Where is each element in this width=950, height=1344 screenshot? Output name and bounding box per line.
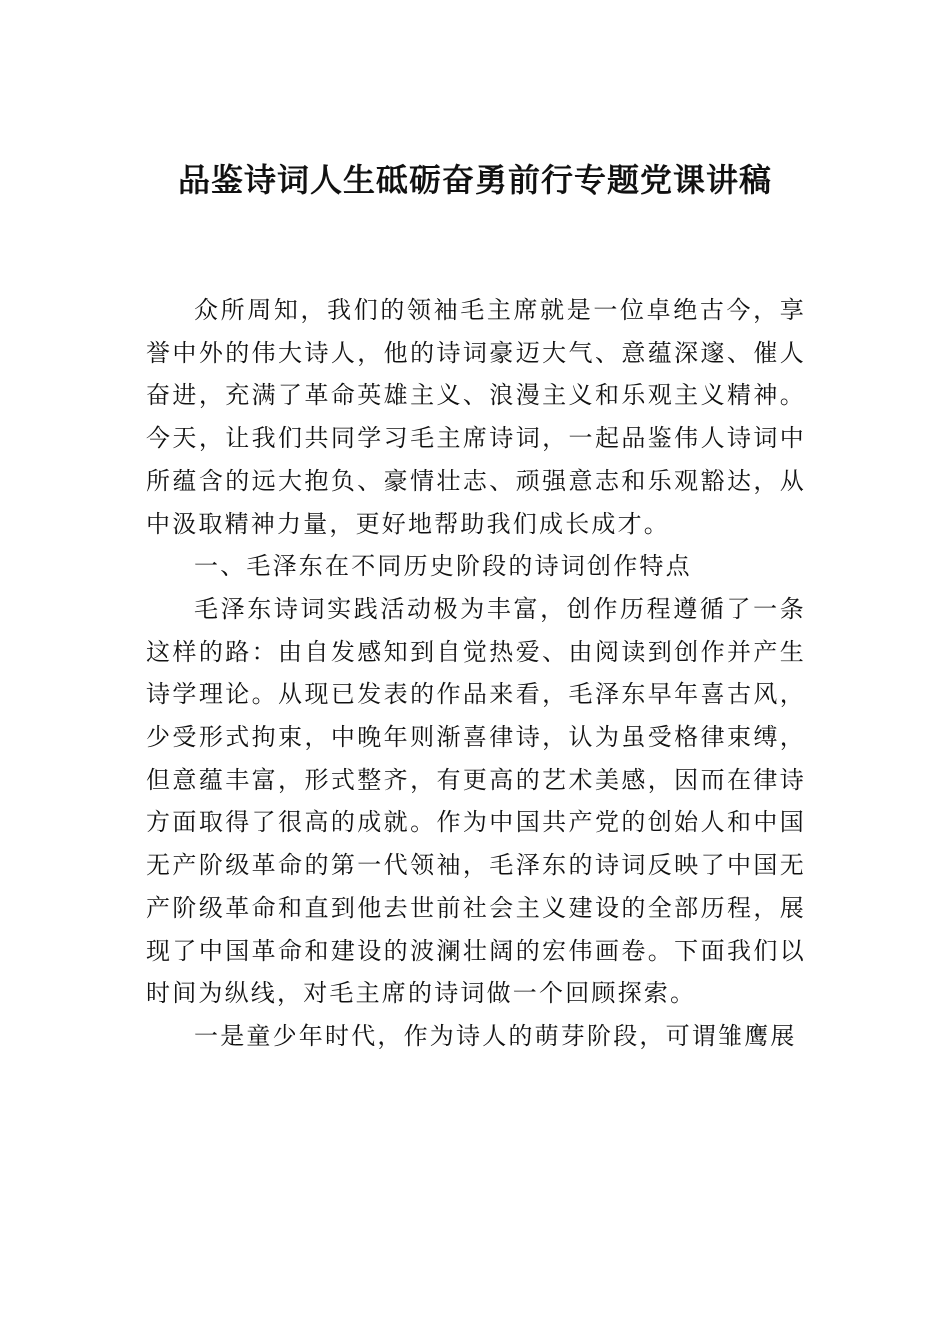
paragraph-intro: 众所周知，我们的领袖毛主席就是一位卓绝古今，享誉中外的伟大诗人，他的诗词豪迈大气、意蕴深邃、催人奋进，充满了革命英雄主义、浪漫主义和乐观主义精神。今天，让我们共同学习毛主席诗词，一起品鉴伟人诗词中所蕴含的远大抱负、豪情壮志、顽强意志和乐观豁达，从中汲取精神力量，更好地帮助我们成长成才。	[146, 296, 806, 538]
document-title: 品鉴诗词人生砥砺奋勇前行专题党课讲稿	[177, 161, 772, 199]
section-heading: 一、毛泽东在不同历史阶段的诗词创作特点	[194, 552, 692, 581]
document-body	[146, 289, 806, 1058]
paragraph-creation-history: 毛泽东诗词实践活动极为丰富，创作历程遵循了一条这样的路：由自发感知到自觉热爱、由阅读到创作并产生诗学理论。从现已发表的作品来看，毛泽东早年喜古风，少受形式拘束，中晚年则渐喜律诗，认为虽受格律束缚，但意蕴丰富，形式整齐，有更高的艺术美感，因而在律诗方面取得了很高的成就。作为中国共产党的创始人和中国无产阶级革命的第一代领袖，毛泽东的诗词反映了中国无产阶级革命和直到他去世前社会主义建设的全部历程，展现了中国革命和建设的波澜壮阔的宏伟画卷。下面我们以时间为纵线，对毛主席的诗词做一个回顾探索。	[146, 594, 806, 1008]
paragraph-childhood-stage: 一是童少年时代，作为诗人的萌芽阶段，可谓雏鹰展	[194, 1021, 797, 1050]
